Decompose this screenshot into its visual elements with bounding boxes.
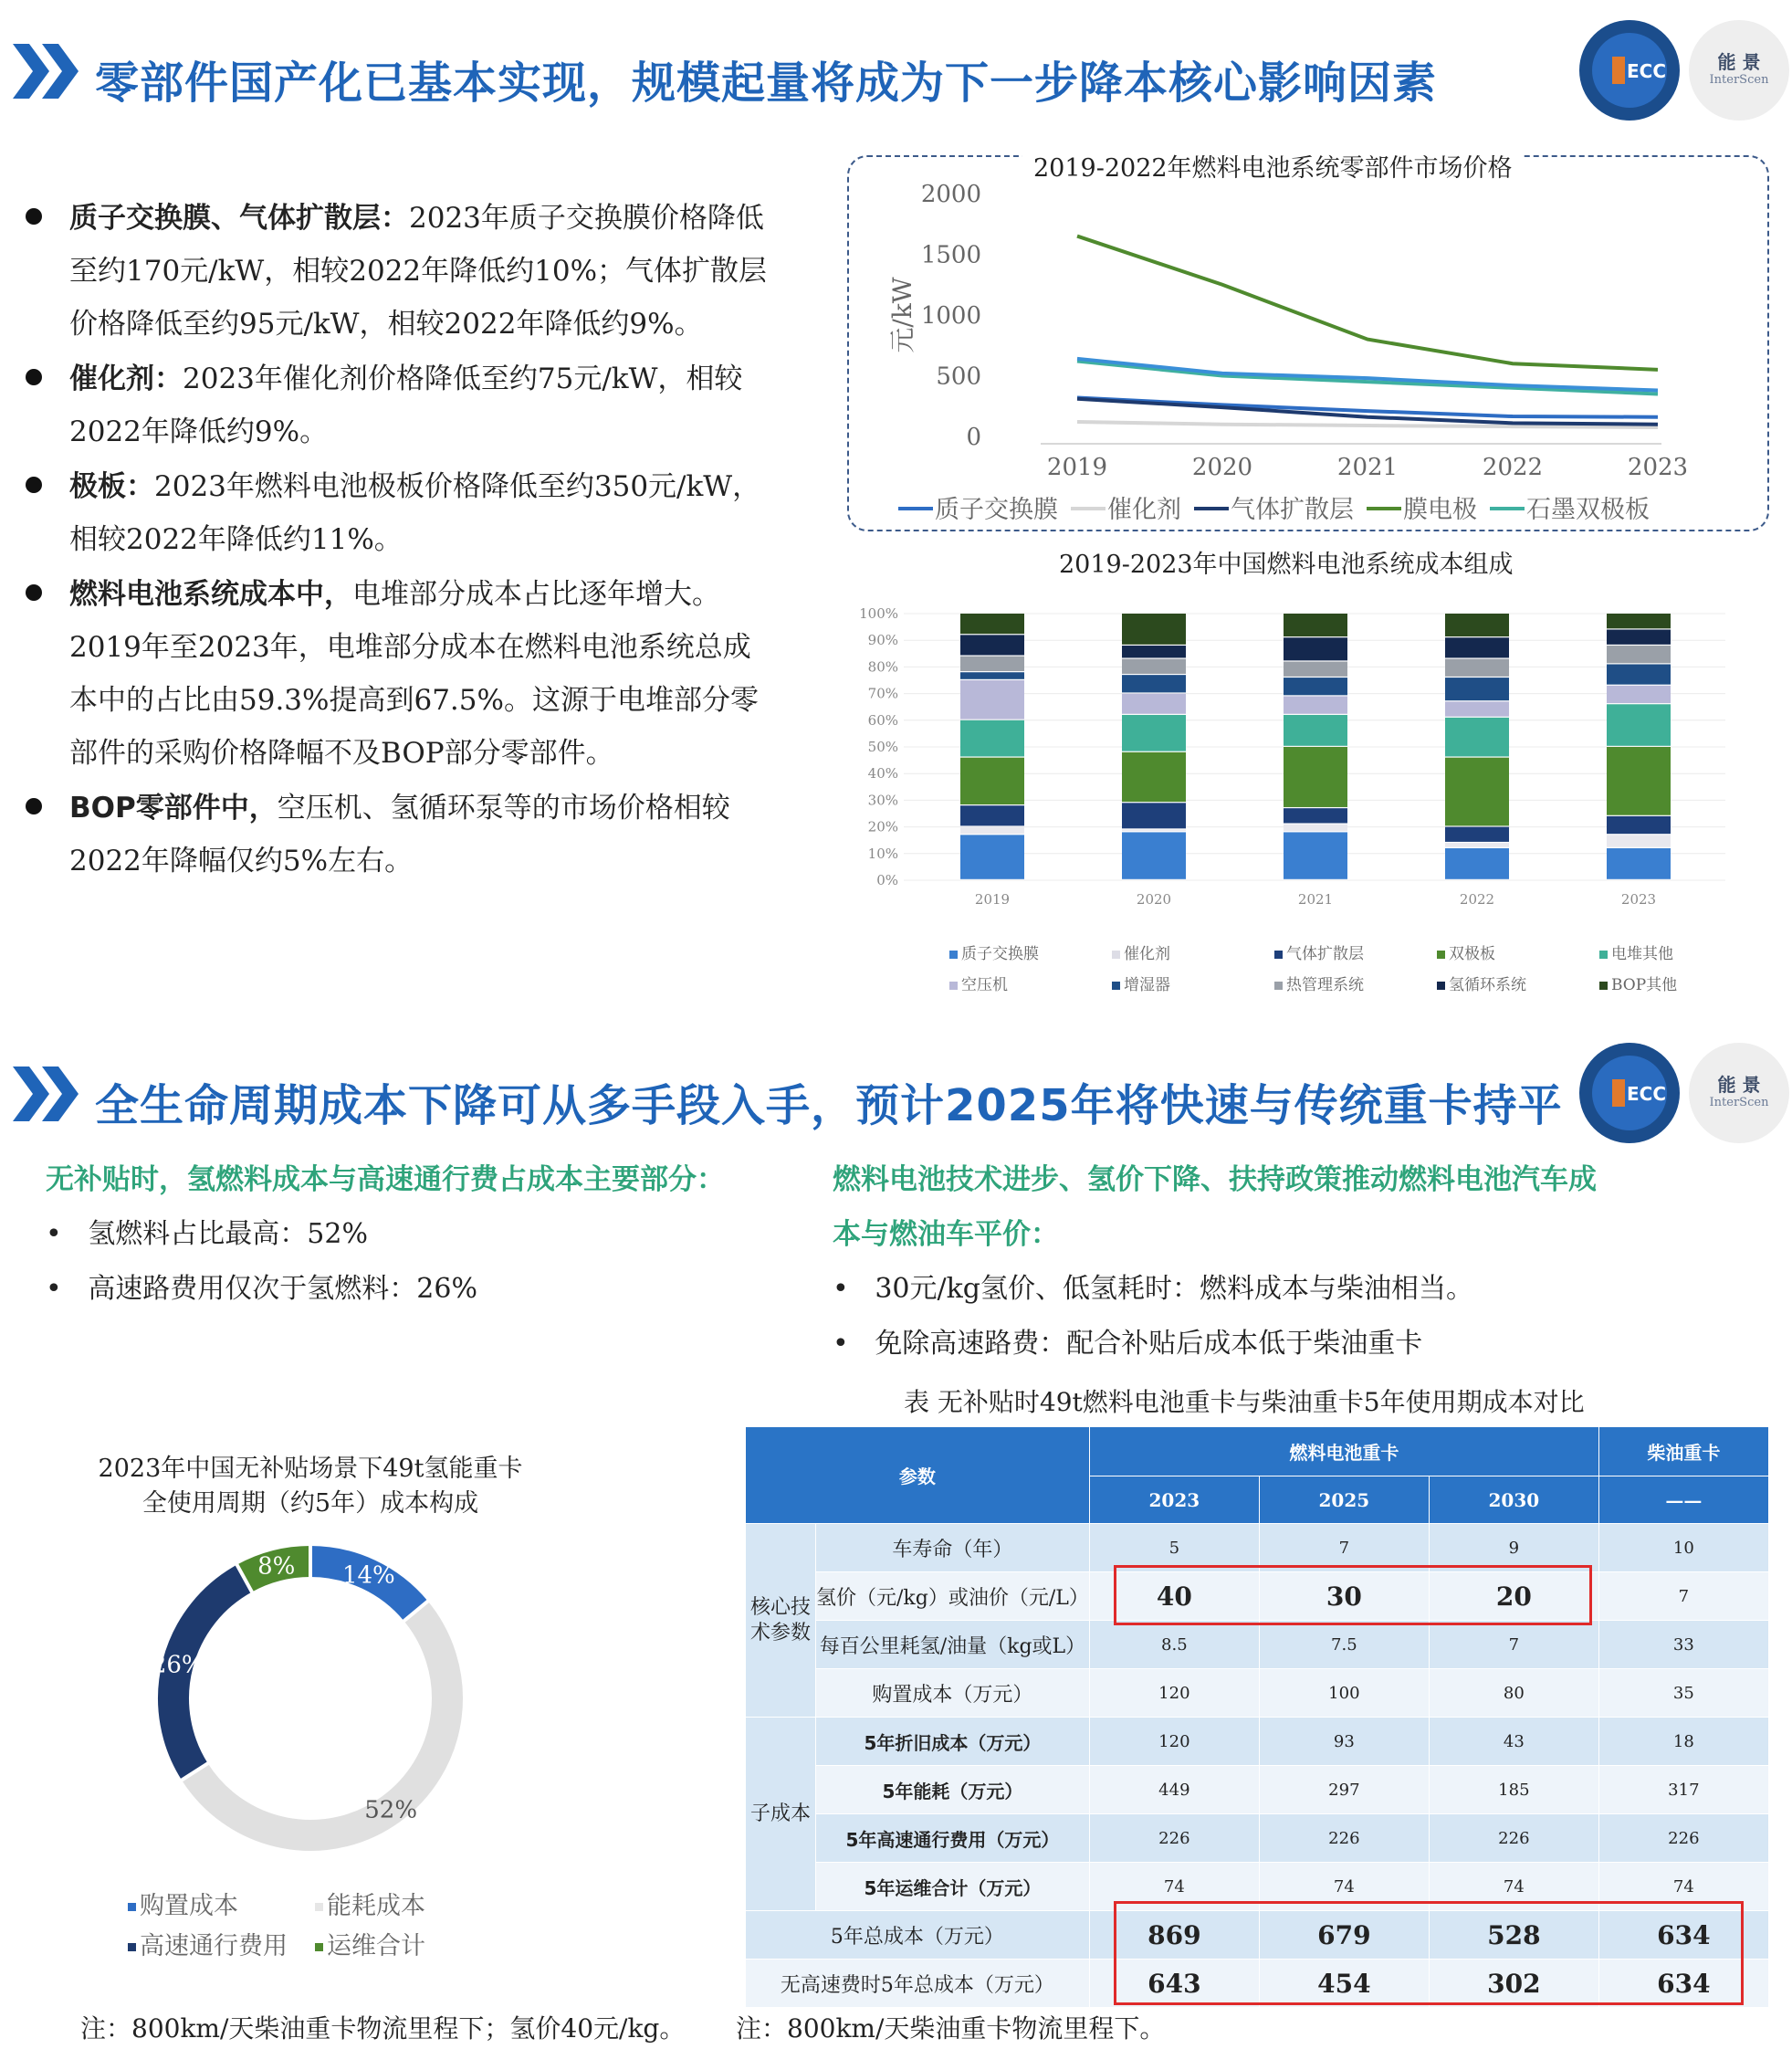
bar-segment-空压机 bbox=[1122, 694, 1186, 714]
bullet-bold: 质子交换膜、气体扩散层： bbox=[69, 202, 409, 235]
table-cell: 40 bbox=[1089, 1572, 1259, 1621]
bullet-bold: 催化剂： bbox=[69, 363, 183, 395]
donut-legend-item-运维合计 bbox=[315, 1926, 425, 1961]
row-label: 氢价（元/kg）或油价（元/L） bbox=[816, 1572, 1090, 1621]
table-cell: 43 bbox=[1429, 1718, 1598, 1766]
line-series bbox=[1077, 359, 1658, 391]
table-title: 表 无补贴时49t燃料电池重卡与柴油重卡5年使用期成本对比 bbox=[904, 1387, 1585, 1417]
bar-segment-双极板 bbox=[1607, 747, 1671, 815]
ecc-logo-text: ECC bbox=[1627, 60, 1667, 82]
legend-item-增湿器 bbox=[1112, 972, 1170, 994]
donut-label-运维合计: 8% bbox=[257, 1552, 296, 1581]
row-label: 5年折旧成本（万元） bbox=[816, 1718, 1090, 1766]
bar-segment-热管理系统 bbox=[1445, 659, 1509, 677]
chevron-double-icon bbox=[13, 1067, 86, 1121]
table-row bbox=[746, 1669, 1769, 1718]
table-cell: 185 bbox=[1429, 1766, 1598, 1814]
bar-segment-增湿器 bbox=[1607, 664, 1671, 684]
legend-label: 膜电极 bbox=[1403, 496, 1477, 524]
table-cell: 80 bbox=[1429, 1669, 1598, 1718]
x-tick-label: 2022 bbox=[1482, 454, 1544, 481]
row-label: 车寿命（年） bbox=[816, 1524, 1090, 1572]
table-cell: 7 bbox=[1598, 1572, 1768, 1621]
legend-item-热管理系统 bbox=[1274, 972, 1364, 994]
bar-segment-BOP其他 bbox=[1607, 614, 1671, 628]
bar-segment-气体扩散层 bbox=[1284, 808, 1347, 823]
donut-label-能耗成本: 52% bbox=[364, 1796, 418, 1824]
legend-swatch-icon bbox=[1599, 951, 1608, 959]
table-cell: 74 bbox=[1429, 1863, 1598, 1911]
table-row bbox=[746, 1621, 1769, 1669]
table-cell: 634 bbox=[1598, 1911, 1768, 1960]
chevron-double-icon bbox=[13, 44, 86, 99]
bar-segment-催化剂 bbox=[1445, 843, 1509, 847]
ecc-logo bbox=[1579, 1043, 1680, 1143]
legend-label: 质子交换膜 bbox=[961, 945, 1039, 963]
note-left: 注：800km/天柴油重卡物流里程下；氢价40元/kg。 bbox=[80, 2013, 686, 2044]
bar-segment-空压机 bbox=[1607, 686, 1671, 703]
bullet-bold: BOP零部件中， bbox=[69, 792, 278, 825]
bar-segment-空压机 bbox=[1445, 701, 1509, 716]
bullet-bold: 燃料电池系统成本中， bbox=[69, 578, 352, 611]
legend-swatch-icon bbox=[1599, 982, 1608, 990]
donut-legend-item-高速通行费用 bbox=[128, 1926, 288, 1961]
donut-legend-item-能耗成本 bbox=[315, 1886, 425, 1921]
bullet-bop bbox=[18, 782, 776, 888]
bar-segment-空压机 bbox=[1284, 697, 1347, 714]
fc-truck-header: 燃料电池重卡 bbox=[1089, 1427, 1598, 1476]
row-label: 5年总成本（万元） bbox=[746, 1911, 1090, 1960]
row-group-label: 子成本 bbox=[746, 1718, 816, 1911]
legend-label: 催化剂 bbox=[1124, 945, 1170, 963]
interscen-logo bbox=[1689, 20, 1789, 121]
bar-segment-热管理系统 bbox=[1607, 646, 1671, 663]
legend-swatch-icon bbox=[128, 1903, 136, 1911]
line-chart bbox=[858, 173, 1762, 525]
legend-label: 催化剂 bbox=[1107, 496, 1181, 524]
x-tick-label: 2019 bbox=[1046, 454, 1108, 481]
bar-segment-电堆其他 bbox=[1607, 704, 1671, 746]
bar-segment-催化剂 bbox=[1607, 835, 1671, 846]
bullet-text: 电堆部分成本占比逐年增大。2019年至2023年，电堆部分成本在燃料电池系统总成本中的占比由59.3%提高到67.5%。这源于电堆部分零部件的采购价格降幅不及BOP部分零部件。 bbox=[69, 578, 759, 770]
legend-item-双极板 bbox=[1437, 940, 1495, 963]
legend-swatch-icon bbox=[1112, 982, 1120, 990]
row-label: 5年能耗（万元） bbox=[816, 1766, 1090, 1814]
y-tick-label: 1000 bbox=[920, 302, 981, 330]
section2-title: 全生命周期成本下降可从多手段入手，预计2025年将快速与传统重卡持平 bbox=[95, 1080, 1563, 1131]
bar-segment-氢循环系统 bbox=[1284, 637, 1347, 660]
x-tick-label: 2023 bbox=[1627, 454, 1689, 481]
bar-segment-电堆其他 bbox=[1284, 715, 1347, 746]
donut-title-line2: 全使用周期（约5年）成本构成 bbox=[141, 1489, 479, 1518]
bar-segment-气体扩散层 bbox=[960, 805, 1024, 825]
table-cell: 93 bbox=[1259, 1718, 1429, 1766]
bullet-catalyst bbox=[18, 352, 776, 458]
legend-item-氢循环系统 bbox=[1437, 972, 1526, 994]
bar-chart-title: 2019-2023年中国燃料电池系统成本组成 bbox=[1059, 544, 1514, 580]
row-label: 无高速费时5年总成本（万元） bbox=[746, 1960, 1090, 2008]
table-cell: 454 bbox=[1259, 1960, 1429, 2008]
interscen-logo bbox=[1689, 1043, 1789, 1143]
interscen-logo-line2: InterScen bbox=[1709, 73, 1769, 87]
table-cell: 10 bbox=[1598, 1524, 1768, 1572]
table-cell: 30 bbox=[1259, 1572, 1429, 1621]
legend-swatch-icon bbox=[315, 1943, 323, 1951]
donut-legend bbox=[128, 1886, 511, 1968]
bar-segment-质子交换膜 bbox=[1607, 848, 1671, 879]
bar-segment-催化剂 bbox=[1284, 825, 1347, 832]
legend-swatch-icon bbox=[949, 982, 958, 990]
legend-label: 氢循环系统 bbox=[1449, 976, 1526, 994]
table-cell: 18 bbox=[1598, 1718, 1768, 1766]
bar-segment-电堆其他 bbox=[960, 720, 1024, 757]
row-label: 5年运维合计（万元） bbox=[816, 1863, 1090, 1911]
x-tick-label: 2021 bbox=[1297, 891, 1334, 908]
x-tick-label: 2019 bbox=[974, 891, 1011, 908]
bullet-system-cost bbox=[18, 568, 776, 780]
donut-label-高速通行费用: 26% bbox=[151, 1651, 204, 1679]
section1-title: 零部件国产化已基本实现，规模起量将成为下一步降本核心影响因素 bbox=[95, 58, 1438, 109]
table-cell: 226 bbox=[1089, 1814, 1259, 1863]
table-cell: 7 bbox=[1429, 1621, 1598, 1669]
row-label: 购置成本（万元） bbox=[816, 1669, 1090, 1718]
legend-label: 石墨双极板 bbox=[1526, 496, 1650, 524]
bar-segment-热管理系统 bbox=[1122, 659, 1186, 674]
x-tick-label: 2020 bbox=[1136, 891, 1172, 908]
bullet-dot-icon bbox=[26, 798, 42, 814]
table-cell: 643 bbox=[1089, 1960, 1259, 2008]
right-heading-line2: 本与燃油车平价： bbox=[833, 1218, 1059, 1251]
highlight-box-total bbox=[1114, 1901, 1744, 2005]
ecc-logo bbox=[1579, 20, 1680, 121]
legend-swatch-icon bbox=[1274, 951, 1283, 959]
table-cell: 528 bbox=[1429, 1911, 1598, 1960]
y-tick-label: 40% bbox=[867, 765, 898, 783]
legend-label: 运维合计 bbox=[327, 1932, 425, 1960]
right-heading-line1: 燃料电池技术进步、氢价下降、扶持政策推动燃料电池汽车成 bbox=[833, 1163, 1597, 1196]
left-bullet-1: • 氢燃料占比最高：52% bbox=[46, 1218, 368, 1250]
y-tick-label: 10% bbox=[867, 845, 898, 862]
y-tick-label: 100% bbox=[859, 605, 898, 622]
bar-segment-电堆其他 bbox=[1122, 715, 1186, 751]
legend-swatch-icon bbox=[1437, 951, 1445, 959]
legend-swatch-icon bbox=[128, 1943, 136, 1951]
year-header-2023: 2023 bbox=[1089, 1476, 1259, 1524]
year-header-2025: 2025 bbox=[1259, 1476, 1429, 1524]
y-axis-label: 元/kW bbox=[887, 277, 917, 353]
bar-segment-氢循环系统 bbox=[960, 635, 1024, 655]
table-cell: 226 bbox=[1429, 1814, 1598, 1863]
legend-label: 高速通行费用 bbox=[140, 1932, 288, 1960]
stacked-bar-chart bbox=[849, 594, 1762, 913]
legend-item-催化剂 bbox=[1112, 940, 1170, 963]
row-group-label: 核心技术参数 bbox=[746, 1524, 816, 1718]
right-bullet-1: • 30元/kg氢价、低氢耗时：燃料成本与柴油相当。 bbox=[833, 1273, 1473, 1305]
bullet-dot-icon bbox=[26, 584, 42, 601]
bar-segment-BOP其他 bbox=[1284, 614, 1347, 636]
bar-segment-气体扩散层 bbox=[1445, 827, 1509, 842]
bullet-text: 2023年质子交换膜价格降低至约170元/kW，相较2022年降低约10%；气体扩散层价格降低至约95元/kW，相较2022年降低约9%。 bbox=[69, 202, 768, 341]
table-cell: 100 bbox=[1259, 1669, 1429, 1718]
table-cell: 74 bbox=[1089, 1863, 1259, 1911]
table-cell: 226 bbox=[1598, 1814, 1768, 1863]
table-cell: 74 bbox=[1598, 1863, 1768, 1911]
bar-segment-双极板 bbox=[1284, 747, 1347, 807]
y-tick-label: 0 bbox=[966, 424, 981, 451]
x-tick-label: 2020 bbox=[1191, 454, 1253, 481]
legend-swatch-icon bbox=[1437, 982, 1445, 990]
table-cell: 74 bbox=[1259, 1863, 1429, 1911]
left-heading: 无补贴时，氢燃料成本与高速通行费占成本主要部分： bbox=[46, 1163, 725, 1196]
bullet-dot-icon bbox=[26, 477, 42, 493]
y-tick-label: 30% bbox=[867, 792, 898, 809]
donut-legend-item-购置成本 bbox=[128, 1886, 238, 1921]
bar-segment-空压机 bbox=[960, 680, 1024, 720]
left-bullet-text: 高速路费用仅次于氢燃料：26% bbox=[88, 1273, 477, 1305]
year-header-2030: 2030 bbox=[1429, 1476, 1598, 1524]
bullet-plate bbox=[18, 460, 776, 566]
bar-segment-质子交换膜 bbox=[1284, 832, 1347, 878]
left-bullet-text: 氢燃料占比最高：52% bbox=[88, 1218, 368, 1250]
bar-segment-氢循环系统 bbox=[1607, 630, 1671, 645]
y-tick-label: 2000 bbox=[920, 181, 981, 208]
bar-chart-legend bbox=[949, 940, 1753, 995]
table-cell: 634 bbox=[1598, 1960, 1768, 2008]
legend-label: 电堆其他 bbox=[1611, 945, 1673, 963]
table-row bbox=[746, 1766, 1769, 1814]
donut-chart bbox=[128, 1525, 493, 1863]
left-bullet-2: • 高速路费用仅次于氢燃料：26% bbox=[46, 1273, 477, 1305]
table-cell: 7 bbox=[1259, 1524, 1429, 1572]
legend-label: 气体扩散层 bbox=[1231, 496, 1354, 524]
diesel-year-header: —— bbox=[1598, 1476, 1768, 1524]
legend-swatch-icon bbox=[315, 1903, 323, 1911]
y-tick-label: 50% bbox=[867, 739, 898, 755]
legend-swatch-icon bbox=[1112, 951, 1120, 959]
y-tick-label: 80% bbox=[867, 658, 898, 676]
table-cell: 9 bbox=[1429, 1524, 1598, 1572]
bullet-dot-icon bbox=[26, 208, 42, 225]
bullet-dot-icon bbox=[26, 369, 42, 385]
legend-swatch-icon bbox=[949, 951, 958, 959]
highlight-box-h2price bbox=[1114, 1565, 1592, 1625]
bar-segment-气体扩散层 bbox=[1607, 816, 1671, 834]
legend-label: 质子交换膜 bbox=[935, 496, 1058, 524]
bar-segment-热管理系统 bbox=[960, 657, 1024, 671]
y-tick-label: 90% bbox=[867, 632, 898, 649]
table-row bbox=[746, 1814, 1769, 1863]
ecc-logo-text: ECC bbox=[1627, 1083, 1667, 1105]
bar-segment-BOP其他 bbox=[1445, 614, 1509, 636]
bar-segment-质子交换膜 bbox=[1445, 848, 1509, 879]
legend-label: 购置成本 bbox=[140, 1892, 238, 1920]
donut-title-line1: 2023年中国无补贴场景下49t氢能重卡 bbox=[98, 1455, 523, 1483]
table-cell: 120 bbox=[1089, 1718, 1259, 1766]
bullet-text: 2023年催化剂价格降低至约75元/kW，相较2022年降低约9%。 bbox=[69, 363, 743, 448]
bar-segment-催化剂 bbox=[960, 827, 1024, 835]
legend-item-电堆其他 bbox=[1599, 940, 1673, 963]
param-header: 参数 bbox=[746, 1427, 1090, 1524]
table-cell: 20 bbox=[1429, 1572, 1598, 1621]
diesel-truck-header: 柴油重卡 bbox=[1598, 1427, 1768, 1476]
legend-label: 能耗成本 bbox=[327, 1892, 425, 1920]
table-cell: 5 bbox=[1089, 1524, 1259, 1572]
legend-item-质子交换膜 bbox=[949, 940, 1039, 963]
legend-label: BOP其他 bbox=[1611, 976, 1678, 994]
bar-segment-质子交换膜 bbox=[1122, 832, 1186, 878]
bar-segment-双极板 bbox=[960, 758, 1024, 804]
table-cell: 297 bbox=[1259, 1766, 1429, 1814]
bar-segment-增湿器 bbox=[1284, 678, 1347, 695]
y-tick-label: 500 bbox=[936, 363, 981, 391]
bar-segment-增湿器 bbox=[960, 672, 1024, 679]
x-tick-label: 2021 bbox=[1336, 454, 1399, 481]
table-cell: 120 bbox=[1089, 1669, 1259, 1718]
table-cell: 869 bbox=[1089, 1911, 1259, 1960]
note-right: 注：800km/天柴油重卡物流里程下。 bbox=[736, 2013, 1166, 2044]
table-cell: 449 bbox=[1089, 1766, 1259, 1814]
bullet-pem bbox=[18, 192, 776, 351]
legend-label: 空压机 bbox=[961, 976, 1008, 994]
bullet-bold: 极板： bbox=[69, 470, 154, 503]
legend-label: 双极板 bbox=[1449, 945, 1495, 963]
bar-segment-增湿器 bbox=[1445, 678, 1509, 700]
y-tick-label: 0% bbox=[876, 872, 898, 888]
legend-label: 增湿器 bbox=[1124, 976, 1170, 994]
bar-segment-气体扩散层 bbox=[1122, 803, 1186, 828]
y-tick-label: 1500 bbox=[920, 241, 981, 269]
line-chart-title: 2019-2022年燃料电池系统零部件市场价格 bbox=[1022, 148, 1524, 184]
table-row bbox=[746, 1718, 1769, 1766]
bullet-text: 空压机、氢循环泵等的市场价格相较2022年降幅仅约5%左右。 bbox=[69, 792, 730, 877]
legend-label: 气体扩散层 bbox=[1286, 945, 1364, 963]
legend-item-BOP其他 bbox=[1599, 972, 1677, 994]
row-label: 5年高速通行费用（万元） bbox=[816, 1814, 1090, 1863]
table-cell: 679 bbox=[1259, 1911, 1429, 1960]
table-cell: 33 bbox=[1598, 1621, 1768, 1669]
bar-segment-BOP其他 bbox=[960, 614, 1024, 634]
bar-segment-质子交换膜 bbox=[960, 835, 1024, 878]
bar-segment-氢循环系统 bbox=[1122, 646, 1186, 657]
bar-segment-氢循环系统 bbox=[1445, 637, 1509, 657]
bar-segment-催化剂 bbox=[1122, 830, 1186, 832]
y-tick-label: 20% bbox=[867, 818, 898, 835]
line-series-膜电极 bbox=[1077, 236, 1658, 370]
table-cell: 35 bbox=[1598, 1669, 1768, 1718]
table-cell: 317 bbox=[1598, 1766, 1768, 1814]
table-cell: 7.5 bbox=[1259, 1621, 1429, 1669]
bar-segment-双极板 bbox=[1445, 758, 1509, 826]
legend-item-空压机 bbox=[949, 972, 1008, 994]
x-tick-label: 2023 bbox=[1620, 891, 1657, 908]
bar-segment-BOP其他 bbox=[1122, 614, 1186, 645]
row-label: 每百公里耗氢/油量（kg或L） bbox=[816, 1621, 1090, 1669]
bar-segment-增湿器 bbox=[1122, 675, 1186, 692]
legend-swatch-icon bbox=[1274, 982, 1283, 990]
interscen-logo-line1: 能 景 bbox=[1717, 51, 1761, 73]
section1-bullets bbox=[18, 192, 776, 888]
donut-label-购置成本: 14% bbox=[341, 1561, 395, 1590]
right-bullet-text: 30元/kg氢价、低氢耗时：燃料成本与柴油相当。 bbox=[875, 1273, 1473, 1305]
bar-segment-电堆其他 bbox=[1445, 718, 1509, 757]
right-bullet-2: • 免除高速路费：配合补贴后成本低于柴油重卡 bbox=[833, 1328, 1423, 1360]
interscen-logo-line2: InterScen bbox=[1709, 1096, 1769, 1109]
legend-label: 热管理系统 bbox=[1286, 976, 1364, 994]
bar-segment-双极板 bbox=[1122, 752, 1186, 802]
right-bullet-text: 免除高速路费：配合补贴后成本低于柴油重卡 bbox=[875, 1328, 1423, 1360]
legend-item-气体扩散层 bbox=[1274, 940, 1364, 963]
x-tick-label: 2022 bbox=[1459, 891, 1495, 908]
table-cell: 226 bbox=[1259, 1814, 1429, 1863]
y-tick-label: 60% bbox=[867, 711, 898, 729]
bullet-text: 2023年燃料电池极板价格降低至约350元/kW，相较2022年降低约11%。 bbox=[69, 470, 761, 556]
y-tick-label: 70% bbox=[867, 685, 898, 702]
table-cell: 8.5 bbox=[1089, 1621, 1259, 1669]
bar-segment-热管理系统 bbox=[1284, 662, 1347, 677]
donut-title bbox=[55, 1452, 566, 1521]
table-cell: 302 bbox=[1429, 1960, 1598, 2008]
interscen-logo-line1: 能 景 bbox=[1717, 1074, 1761, 1096]
line-series-质子交换膜 bbox=[1077, 397, 1658, 416]
